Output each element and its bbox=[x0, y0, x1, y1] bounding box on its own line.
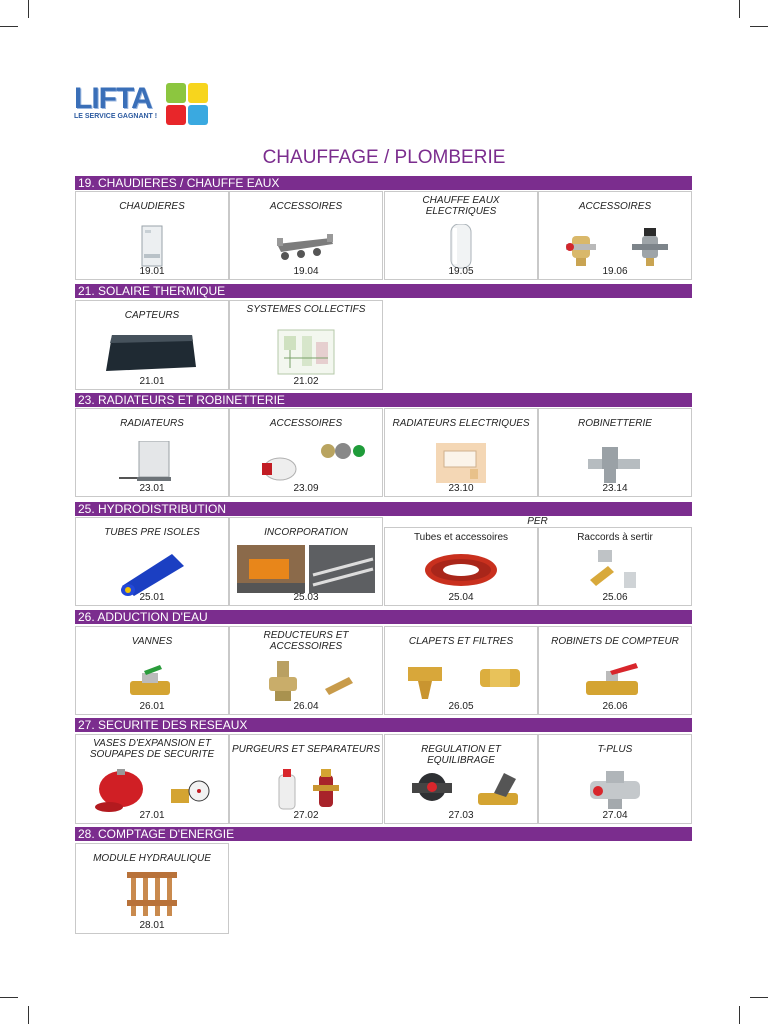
product-card[interactable] bbox=[75, 843, 229, 934]
expansion-vessel-icon bbox=[76, 767, 228, 813]
floor-incorporation-icon bbox=[230, 545, 382, 591]
insulated-tube-icon bbox=[76, 550, 228, 596]
product-code: 27.02 bbox=[293, 810, 319, 821]
per-group-label: PER bbox=[527, 516, 548, 527]
crop-mark bbox=[28, 0, 29, 18]
product-code: 23.14 bbox=[602, 483, 628, 494]
product-code: 27.04 bbox=[602, 810, 628, 821]
boiler-icon bbox=[76, 224, 228, 270]
product-card[interactable] bbox=[75, 626, 229, 715]
section-header: 28. COMPTAGE D'ENERGIE bbox=[75, 827, 692, 841]
product-label: ROBINETS DE COMPTEUR bbox=[551, 636, 679, 647]
crop-mark bbox=[739, 0, 740, 18]
solar-collector-icon bbox=[76, 327, 228, 373]
product-label: CHAUFFE EAUX ELECTRIQUES bbox=[422, 195, 500, 217]
product-label: Tubes et accessoires bbox=[413, 532, 509, 543]
product-card[interactable] bbox=[229, 300, 383, 390]
product-card[interactable] bbox=[229, 734, 383, 824]
product-card[interactable] bbox=[75, 734, 229, 824]
mixing-valve-icon bbox=[539, 224, 691, 270]
product-label: INCORPORATION bbox=[264, 527, 348, 538]
product-code: 26.01 bbox=[139, 701, 165, 712]
product-code: 23.09 bbox=[293, 483, 319, 494]
product-code: 21.02 bbox=[293, 376, 319, 387]
crop-mark bbox=[739, 1006, 740, 1024]
crop-mark bbox=[750, 26, 768, 27]
product-label: ACCESSOIRES bbox=[269, 201, 343, 212]
product-code: 19.01 bbox=[139, 266, 165, 277]
logo-tile-icon bbox=[166, 105, 186, 125]
product-label: CHAUDIERES bbox=[119, 201, 185, 212]
crop-mark bbox=[28, 1006, 29, 1024]
product-label: ROBINETTERIE bbox=[578, 418, 652, 429]
product-label: Raccords à sertir bbox=[577, 532, 653, 543]
product-label: VASES D'EXPANSION ET SOUPAPES DE SECURITE bbox=[89, 738, 215, 760]
product-label: T-PLUS bbox=[597, 744, 633, 755]
section-header: 21. SOLAIRE THERMIQUE bbox=[75, 284, 692, 298]
press-fitting-icon bbox=[539, 546, 691, 592]
product-code: 23.10 bbox=[448, 483, 474, 494]
product-label: ACCESSOIRES bbox=[578, 201, 652, 212]
product-code: 26.06 bbox=[602, 701, 628, 712]
product-card[interactable] bbox=[229, 517, 383, 606]
ball-valve-icon bbox=[76, 659, 228, 705]
air-vent-icon bbox=[230, 767, 382, 813]
product-code: 19.04 bbox=[293, 266, 319, 277]
electric-radiator-icon bbox=[385, 441, 537, 487]
product-code: 25.03 bbox=[293, 592, 319, 603]
product-label: CLAPETS ET FILTRES bbox=[408, 636, 514, 647]
radiator-valve-icon bbox=[539, 441, 691, 487]
logo-tile-icon bbox=[188, 83, 208, 103]
product-code: 25.06 bbox=[602, 592, 628, 603]
product-card[interactable] bbox=[384, 408, 538, 497]
product-card[interactable] bbox=[538, 734, 692, 824]
product-code: 25.04 bbox=[448, 592, 474, 603]
product-card[interactable] bbox=[75, 300, 229, 390]
t-plus-icon bbox=[539, 767, 691, 813]
product-code: 21.01 bbox=[139, 376, 165, 387]
product-code: 26.04 bbox=[293, 701, 319, 712]
product-card[interactable] bbox=[384, 734, 538, 824]
product-label: TUBES PRE ISOLES bbox=[104, 527, 200, 538]
section-header: 23. RADIATEURS ET ROBINETTERIE bbox=[75, 393, 692, 407]
product-code: 27.03 bbox=[448, 810, 474, 821]
product-card[interactable] bbox=[538, 408, 692, 497]
check-valve-icon bbox=[385, 659, 537, 705]
boiler-accessory-icon bbox=[230, 224, 382, 270]
product-card[interactable] bbox=[384, 527, 538, 606]
crop-mark bbox=[0, 26, 18, 27]
section-header: 25. HYDRODISTRIBUTION bbox=[75, 502, 692, 516]
product-card[interactable] bbox=[75, 408, 229, 497]
crop-mark bbox=[0, 997, 18, 998]
page-title: CHAUFFAGE / PLOMBERIE bbox=[262, 147, 506, 168]
product-code: 23.01 bbox=[139, 483, 165, 494]
brand-logo bbox=[74, 82, 214, 128]
pressure-reducer-icon bbox=[230, 659, 382, 705]
product-card[interactable] bbox=[75, 191, 229, 280]
product-card[interactable] bbox=[229, 408, 383, 497]
logo-tile-icon bbox=[188, 105, 208, 125]
product-code: 19.06 bbox=[602, 266, 628, 277]
radiator-icon bbox=[76, 441, 228, 487]
logo-tile-icon bbox=[166, 83, 186, 103]
product-code: 19.05 bbox=[448, 266, 474, 277]
product-label: RADIATEURS ELECTRIQUES bbox=[392, 418, 530, 429]
product-code: 26.05 bbox=[448, 701, 474, 712]
product-label: REGULATION ET EQUILIBRAGE bbox=[421, 744, 501, 766]
section-header: 26. ADDUCTION D'EAU bbox=[75, 610, 692, 624]
product-code: 25.01 bbox=[139, 592, 165, 603]
balancing-valve-icon bbox=[385, 767, 537, 813]
product-label: VANNES bbox=[131, 636, 173, 647]
meter-valve-icon bbox=[539, 659, 691, 705]
product-label: RADIATEURS bbox=[120, 418, 184, 429]
product-card[interactable] bbox=[538, 626, 692, 715]
thermostatic-head-icon bbox=[230, 441, 382, 487]
product-label: CAPTEURS bbox=[124, 310, 180, 321]
section-header: 27. SECURITE DES RESEAUX bbox=[75, 718, 692, 732]
per-tube-coil-icon bbox=[385, 550, 537, 596]
product-card[interactable] bbox=[538, 527, 692, 606]
logo-tagline: LE SERVICE GAGNANT ! bbox=[74, 113, 158, 120]
product-card[interactable] bbox=[75, 517, 229, 606]
product-card[interactable] bbox=[538, 191, 692, 280]
system-diagram-icon bbox=[230, 328, 382, 374]
crop-mark bbox=[750, 997, 768, 998]
product-card[interactable] bbox=[229, 191, 383, 280]
water-heater-icon bbox=[385, 224, 537, 270]
product-code: 28.01 bbox=[139, 920, 165, 931]
product-label: ACCESSOIRES bbox=[269, 418, 343, 429]
product-label: MODULE HYDRAULIQUE bbox=[93, 853, 211, 864]
section-header: 19. CHAUDIERES / CHAUFFE EAUX bbox=[75, 176, 692, 190]
product-label: REDUCTEURS ET ACCESSOIRES bbox=[263, 630, 349, 652]
logo-wordmark: LIFTA bbox=[74, 82, 152, 115]
product-label: PURGEURS ET SEPARATEURS bbox=[232, 744, 380, 755]
product-card[interactable] bbox=[229, 626, 383, 715]
product-card[interactable] bbox=[384, 626, 538, 715]
product-label: SYSTEMES COLLECTIFS bbox=[246, 304, 366, 315]
manifold-icon bbox=[76, 868, 228, 914]
product-card[interactable] bbox=[384, 191, 538, 280]
product-code: 27.01 bbox=[139, 810, 165, 821]
